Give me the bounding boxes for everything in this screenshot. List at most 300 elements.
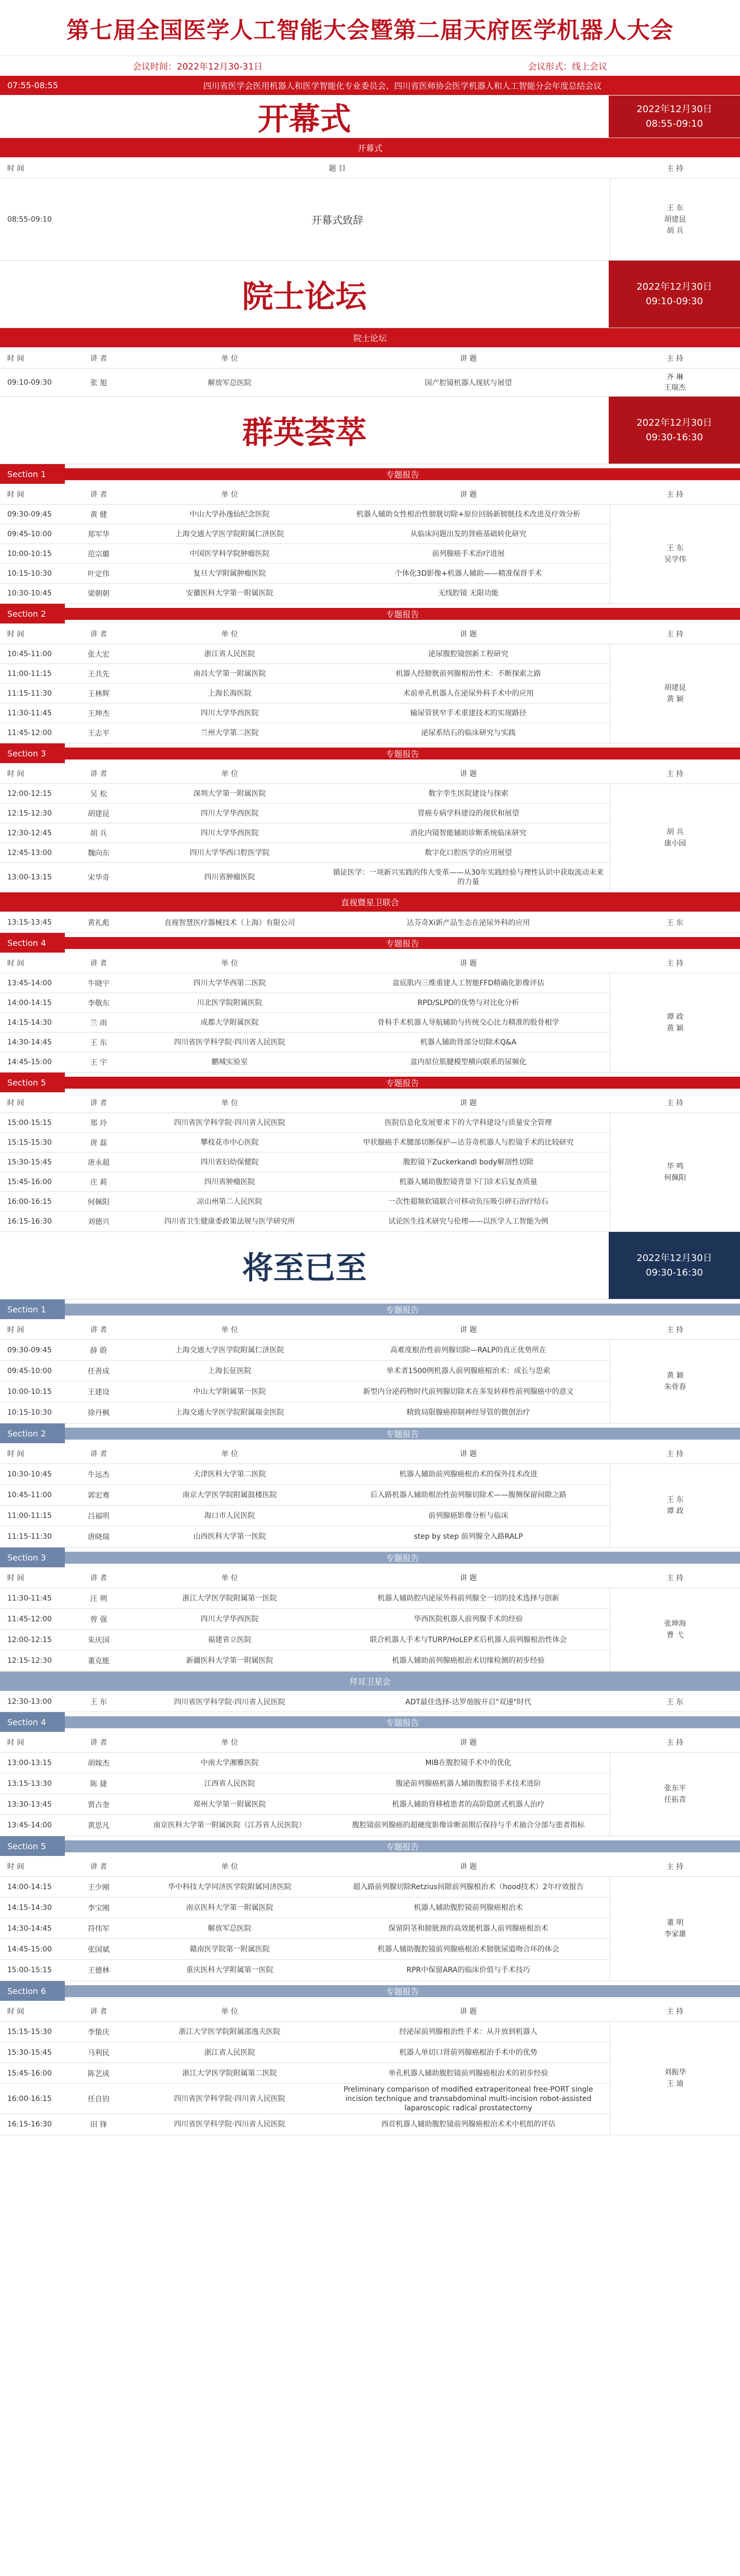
- row-time: 14:00-14:15: [7, 998, 52, 1007]
- row-time: 10:15-10:30: [7, 1408, 52, 1417]
- section-hosts: [610, 973, 740, 1072]
- row-speaker: 曾 强: [90, 1615, 107, 1624]
- row-speaker: 王 东: [90, 1038, 107, 1047]
- table-row: [0, 1609, 610, 1630]
- meeting-meta: [0, 56, 740, 76]
- row-speaker: 王建设: [88, 1388, 109, 1397]
- section-header: [0, 464, 740, 484]
- section-body: [0, 1340, 740, 1423]
- row-talk: 后入路机器人辅助根治性前列腺切除术——腹侧保留间隙之路: [370, 1490, 567, 1499]
- section-host: 胡 兵: [666, 828, 684, 836]
- row-talk: 消化内镜智能辅助诊断系统临床研究: [410, 829, 527, 837]
- section-host: 吴学伟: [664, 555, 686, 564]
- row-unit: 新疆医科大学第一附属医院: [186, 1657, 273, 1665]
- row-speaker: 王志平: [88, 729, 109, 738]
- annual-meeting-text: 四川省医学会医用机器人和医学智能化专业委员会、四川省医师协会医学机器人和人工智能分会年度总结会议: [203, 81, 602, 91]
- row-talk: 西首机器人辅助腹腔镜前列腺癌根治术术中机组的评估: [381, 2120, 556, 2128]
- col-unit: 单 位: [221, 769, 238, 778]
- col-talk: 讲 题: [460, 1738, 477, 1747]
- row-unit: 华中科技大学同济医学院附属同济医院: [168, 1882, 292, 1891]
- row-talk: 甲状腺癌手术腰部切断保护—达芬奇机器人与腔镜手术的比较研究: [363, 1138, 574, 1147]
- table-row: [0, 1381, 610, 1402]
- table-row: [0, 1113, 610, 1133]
- opening-host: 王 东: [666, 204, 684, 212]
- qunying-sections-a: [0, 464, 740, 892]
- row-speaker: 胡 兵: [90, 829, 107, 838]
- table-row: [0, 644, 610, 664]
- opening-hero: [0, 96, 740, 138]
- row-talk: 机器人辅助腹腔镜背景下门诊术后复查质量: [399, 1177, 538, 1186]
- row-time: 11:15-11:30: [7, 689, 52, 698]
- row-speaker: 王林辉: [88, 689, 109, 698]
- qunying-hero: [0, 397, 740, 464]
- section-host: 张坤海: [664, 1620, 686, 1628]
- row-speaker: 徐丹枫: [88, 1409, 109, 1417]
- row-speaker: 贾占奎: [88, 1800, 109, 1809]
- row-speaker: 汪 朔: [90, 1594, 107, 1603]
- row-time: 16:00-16:15: [7, 2094, 52, 2103]
- row-talk: 超入路前列腺切除Retzius间隙前列腺根治术（hood技术）2年疗效报告: [353, 1882, 584, 1891]
- col-talk: 讲 题: [460, 1325, 477, 1334]
- col-host: 主 持: [666, 1862, 683, 1871]
- row-speaker: 田 锋: [90, 2121, 107, 2129]
- row-speaker: 任善成: [88, 1367, 109, 1376]
- row-talk: 高难度根治性前列腺切除—RALP的真正优势所在: [390, 1346, 546, 1354]
- section-header: [0, 604, 740, 623]
- table-row: [0, 1897, 610, 1918]
- row-unit: 成都大学附属医院: [200, 1018, 259, 1027]
- row-time: 13:00-13:15: [7, 873, 52, 882]
- col-unit: 单 位: [221, 1738, 238, 1747]
- row-talk: 前列腺癌影像分析与临床: [428, 1511, 509, 1520]
- row-time: 16:15-16:30: [7, 1217, 52, 1226]
- opening-bar-label: 开幕式: [357, 143, 382, 153]
- row-unit: 深圳大学第一附属医院: [193, 789, 266, 798]
- row-speaker: 王坤杰: [88, 709, 109, 718]
- jiangzhi-date: [609, 1232, 740, 1299]
- qunying-date: [609, 397, 740, 464]
- row-unit: 海口市人民医院: [204, 1511, 255, 1520]
- table-row: [0, 2114, 610, 2135]
- section-table-head: [0, 484, 740, 505]
- row-time: 14:45-15:00: [7, 1058, 52, 1066]
- row-time: 15:00-15:15: [7, 1118, 52, 1127]
- qunying-sections-b: [0, 933, 740, 1232]
- lunch2-host: 王 东: [666, 1698, 683, 1706]
- table-row: [0, 1464, 610, 1485]
- row-time: 13:45-14:00: [7, 1821, 52, 1829]
- row-talk: 机器人单切口肾前列腺癌根治手术中的优势: [399, 2048, 538, 2057]
- section-hosts: [610, 784, 740, 892]
- table-row: [0, 843, 610, 863]
- row-time: 11:30-11:45: [7, 709, 52, 717]
- col-talk: 讲 题: [460, 2007, 477, 2016]
- table-row: [0, 1960, 610, 1981]
- row-talk: 泌尿系结石的临床研究与实践: [421, 729, 516, 737]
- row-time: 15:15-15:30: [7, 1138, 52, 1147]
- section-label: Section 5: [0, 1836, 65, 1856]
- row-unit: 中国医学科学院肿瘤医院: [189, 549, 270, 558]
- row-speaker: 任自钧: [88, 2095, 109, 2104]
- row-speaker: 王少刚: [88, 1883, 109, 1892]
- section-host: 黄 颖: [666, 1024, 684, 1033]
- jiangzhi-hero: [0, 1232, 740, 1299]
- page-header: [0, 0, 740, 56]
- row-speaker: 唐 磊: [90, 1138, 107, 1147]
- col-unit: 单 位: [221, 1099, 238, 1107]
- table-row: [0, 1773, 610, 1794]
- row-speaker: 魏向东: [88, 849, 109, 858]
- row-speaker: 梁朝朝: [88, 590, 109, 598]
- opening-table-head: [0, 158, 740, 179]
- section-host: 任拓青: [664, 1796, 686, 1804]
- section-host: 康小园: [664, 839, 686, 848]
- section-label: Section 2: [0, 604, 65, 623]
- row-time: 11:45-12:00: [7, 1615, 52, 1623]
- row-time: 10:15-10:30: [7, 569, 52, 578]
- row-unit: 川北医学院附属医院: [197, 998, 263, 1007]
- page-title: 第七届全国医学人工智能大会暨第二届天府医学机器人大会: [66, 17, 674, 44]
- table-row: [0, 584, 610, 603]
- col-time: 时 间: [7, 1738, 24, 1747]
- section-body: [0, 1753, 740, 1836]
- section-header: [0, 743, 740, 763]
- row-time: 12:45-13:00: [7, 848, 52, 857]
- row-unit: 复旦大学附属肿瘤医院: [193, 569, 266, 578]
- section-hosts: [610, 1877, 740, 1981]
- section-table-head: [0, 1319, 740, 1340]
- section-label: Section 4: [0, 933, 65, 953]
- row-speaker: 叶定伟: [88, 570, 109, 578]
- col-time: 时 间: [7, 354, 24, 363]
- col-host: 主 持: [666, 490, 683, 499]
- row-time: 15:00-15:15: [7, 1966, 52, 1974]
- section-host: 刘振华: [664, 2068, 686, 2077]
- section-report-label: 专题报告: [65, 1985, 740, 1997]
- qunying-date-time: 09:30-16:30: [646, 431, 703, 443]
- row-speaker: 董克能: [88, 1657, 109, 1665]
- row-talk: Preliminary comparison of modified extraperitoneal free-PORT single incision technique and transabdominal multi-incision robot-assisted laparoscopic radical prostatectomy: [344, 2085, 593, 2112]
- col-unit: 单 位: [221, 490, 238, 499]
- section-host: 黄 颖: [666, 695, 684, 703]
- col-unit: 单 位: [221, 959, 238, 968]
- qunying-date-day: 2022年12月30日: [636, 417, 712, 428]
- row-speaker: 薛 蔚: [90, 1346, 107, 1355]
- table-row: [0, 1340, 610, 1361]
- col-host: 主 持: [666, 1449, 683, 1458]
- section-rows: [0, 1340, 610, 1423]
- section-report-label: 专题报告: [65, 1840, 740, 1852]
- col-speaker: 讲 者: [90, 1449, 107, 1458]
- section-rows: [0, 1877, 610, 1981]
- opening-row: [0, 179, 740, 261]
- row-talk: 华西医院机器人前列腺手术的经验: [414, 1615, 523, 1623]
- section-rows: [0, 1588, 610, 1671]
- table-row: [0, 1877, 610, 1897]
- row-unit: 山西医科大学第一医院: [193, 1533, 266, 1541]
- table-row: [0, 1052, 610, 1072]
- section-body: [0, 1464, 740, 1548]
- row-speaker: 吴 松: [90, 790, 107, 798]
- row-talk: 一次性超频软镜联合可移动负压吸引碎石治疗结石: [388, 1197, 549, 1206]
- section-header: [0, 933, 740, 953]
- row-talk: 胃癌专病学科建设的现状和展望: [417, 809, 519, 818]
- section-host: 李家雄: [664, 1930, 686, 1938]
- row-speaker: 李宝刚: [88, 1904, 109, 1913]
- section-hosts: [610, 1113, 740, 1231]
- academician-bar-label: 院士论坛: [353, 333, 387, 343]
- row-time: 14:15-14:30: [7, 1018, 52, 1027]
- row-speaker: 王 宇: [90, 1059, 107, 1067]
- row-unit: 解放军总医院: [208, 1924, 252, 1933]
- col-talk: 讲 题: [460, 630, 477, 639]
- row-unit: 上海长征医院: [208, 1366, 252, 1375]
- table-row: [0, 993, 610, 1013]
- section-rows: [0, 973, 610, 1072]
- row-talk: 从临床问题出发的肾癌基础转化研究: [410, 530, 527, 538]
- row-unit: 凉山州第二人民医院: [197, 1197, 263, 1206]
- row-talk: 腹腔镜前列腺癌的超硬度影像诊断前期后保持与手术抽合分部与患者指标: [352, 1821, 585, 1829]
- col-time: 时 间: [7, 1862, 24, 1871]
- row-speaker: 唐晓瑞: [88, 1533, 109, 1541]
- section-rows: [0, 1113, 610, 1231]
- row-time: 09:45-10:00: [7, 530, 52, 538]
- row-speaker: 张大宏: [88, 650, 109, 659]
- table-row: [0, 564, 610, 584]
- row-unit: 浙江省人民医院: [204, 649, 255, 658]
- section-host: 何佩阳: [664, 1174, 686, 1182]
- col-time: 时 间: [7, 630, 24, 639]
- row-talk: 医院信息化发展要求下的大学科建设与质量安全管理: [385, 1118, 552, 1127]
- section-rows: [0, 644, 610, 743]
- row-time: 12:00-12:15: [7, 789, 52, 798]
- row-speaker: 牛远杰: [88, 1470, 109, 1479]
- col-talk: 讲 题: [460, 354, 477, 363]
- table-row: [0, 2063, 610, 2084]
- lunch2-bar: [0, 1672, 740, 1691]
- row-unit: 上海交通大学医学院附属瑞金医院: [175, 1408, 284, 1417]
- col-talk: 讲 题: [460, 1449, 477, 1458]
- row-time: 12:15-12:30: [7, 809, 52, 818]
- section-header: [0, 1073, 740, 1092]
- academician-unit: 解放军总医院: [208, 378, 252, 387]
- academician-hosts: [610, 372, 740, 393]
- table-row: [0, 2022, 610, 2042]
- lunch2-speaker: 王 东: [90, 1698, 107, 1706]
- row-talk: 新型内分泌药物时代前列腺切除术在多发转移性前列腺癌中的意义: [363, 1387, 574, 1396]
- section-label: Section 5: [0, 1073, 65, 1092]
- lunch1-speaker: 黄礼彪: [88, 918, 109, 927]
- row-speaker: 马利民: [88, 2049, 109, 2057]
- opening-host: 胡建昆: [664, 215, 686, 224]
- table-row: [0, 1939, 610, 1960]
- col-talk: 讲 题: [460, 1574, 477, 1582]
- row-unit: 四川省卫生健康委政策法规与医学研究所: [164, 1217, 295, 1226]
- section-body: [0, 505, 740, 604]
- table-row: [0, 544, 610, 564]
- row-talk: 骨科手术机器人导航辅助与传统交心比力精准的股骨相学: [377, 1018, 559, 1027]
- row-unit: 中南大学湘雅医院: [200, 1758, 259, 1767]
- row-speaker: 庄 莉: [90, 1178, 107, 1187]
- row-speaker: 吕福明: [88, 1512, 109, 1521]
- section-label: Section 6: [0, 1981, 65, 2001]
- row-speaker: 胡建昆: [88, 809, 109, 818]
- col-unit: 单 位: [221, 1325, 238, 1334]
- col-speaker: 讲 者: [90, 1099, 107, 1107]
- row-time: 11:15-11:30: [7, 1533, 52, 1541]
- col-host: 主 持: [666, 959, 683, 968]
- opening-time: 08:55-09:10: [7, 215, 52, 224]
- row-talk: RPD/SLPD的优势与对比化分析: [417, 998, 519, 1007]
- section-hosts: [610, 1340, 740, 1423]
- lunch2-bar-label: 拜耳卫星会: [349, 1677, 391, 1687]
- lunch2-time: 12:30-13:00: [7, 1697, 52, 1706]
- row-talk: 单术者1500例机器人前列腺癌根治术：成长与思索: [386, 1366, 551, 1375]
- table-row: [0, 1212, 610, 1231]
- row-talk: 机器人辅助腔内泌尿外科前列腺全一切的技术选择与创新: [377, 1594, 559, 1603]
- col-unit: 单 位: [221, 1862, 238, 1871]
- col-time: 时 间: [7, 164, 24, 173]
- section-label: Section 1: [0, 464, 65, 484]
- section-body: [0, 973, 740, 1073]
- row-talk: 经泌尿前列腺根治性手术：从开放到机器人: [399, 2027, 538, 2036]
- col-unit: 单 位: [221, 354, 238, 363]
- section-rows: [0, 1753, 610, 1836]
- row-time: 10:45-11:00: [7, 1490, 52, 1499]
- col-time: 时 间: [7, 1574, 24, 1582]
- row-speaker: 李敬东: [88, 999, 109, 1008]
- academician-date-day: 2022年12月30日: [636, 281, 712, 292]
- col-host: 主 持: [666, 354, 683, 363]
- section-host: 胡建昆: [664, 684, 686, 692]
- row-speaker: 王共先: [88, 670, 109, 679]
- table-row: [0, 1192, 610, 1212]
- opening-date-time: 08:55-09:10: [646, 118, 703, 129]
- row-unit: 赣南医学院第一附属医院: [189, 1945, 270, 1954]
- row-time: 12:15-12:30: [7, 1657, 52, 1665]
- row-time: 14:30-14:45: [7, 1924, 52, 1933]
- row-talk: 精致局限腺癌抑制神经导管的微创治疗: [406, 1408, 530, 1417]
- col-host: 主 持: [666, 164, 683, 173]
- lunch1-bar-label: 直视暨星卫联合: [340, 898, 399, 907]
- row-unit: 四川省医学科学院·四川省人民医院: [174, 2094, 285, 2103]
- qunying-title: 群英荟萃: [242, 414, 367, 451]
- row-speaker: 唐永超: [88, 1158, 109, 1167]
- row-talk: 腹泌前列腺癌机器人辅助腹腔镜手术技术进阶: [395, 1779, 541, 1788]
- table-row: [0, 1526, 610, 1547]
- col-talk: 讲 题: [460, 1099, 477, 1107]
- row-unit: 江西省人民医院: [204, 1779, 255, 1788]
- section-hosts: [610, 1464, 740, 1547]
- table-row: [0, 703, 610, 723]
- section-report-label: 专题报告: [65, 468, 740, 480]
- section-report-label: 专题报告: [65, 937, 740, 949]
- row-time: 11:30-11:45: [7, 1594, 52, 1603]
- row-talk: 无线腔镜 无限功能: [438, 589, 499, 598]
- row-time: 11:00-11:15: [7, 669, 52, 678]
- lunch1-bar: [0, 892, 740, 912]
- col-speaker: 讲 者: [90, 490, 107, 499]
- opening-host: 胡 兵: [666, 226, 684, 235]
- col-time: 时 间: [7, 1099, 24, 1107]
- row-talk: 机器人辅助腹腔镜前列腺癌根治术: [414, 1903, 523, 1912]
- table-row: [0, 1588, 610, 1609]
- table-row: [0, 1153, 610, 1172]
- lunch1-talk: 达芬奇Xi新产品生态在泌尿外科的应用: [406, 918, 530, 927]
- row-talk: 前列腺癌手术治疗进展: [432, 549, 505, 558]
- row-speaker: 郭宏骞: [88, 1491, 109, 1500]
- row-talk: 机器人辅助腹腔镜前列腺癌根治术膀胱尿道吻合环的体会: [377, 1945, 559, 1954]
- row-unit: 鹏城实验室: [211, 1058, 248, 1066]
- row-time: 10:30-10:45: [7, 1470, 52, 1479]
- table-row: [0, 2084, 610, 2114]
- row-unit: 四川省肿瘤医院: [204, 1177, 255, 1186]
- row-time: 16:00-16:15: [7, 1197, 52, 1206]
- academician-row: [0, 369, 740, 397]
- section-label: Section 4: [0, 1712, 65, 1732]
- row-unit: 上海交通大学医学院附属仁济医院: [175, 1346, 284, 1354]
- table-row: [0, 1485, 610, 1506]
- academician-date-time: 09:10-09:30: [646, 295, 703, 307]
- col-host: 主 持: [666, 1099, 683, 1107]
- table-row: [0, 684, 610, 703]
- row-talk: 循证医学：一项新兴实践的伟大变革——从30年实践经验与理性认识中获取流动未来的力量: [333, 869, 604, 886]
- section-table-head: [0, 2001, 740, 2022]
- row-speaker: 黄思凡: [88, 1822, 109, 1830]
- row-unit: 浙江大学医学院附属邵逸夫医院: [179, 2027, 281, 2036]
- section-host: 王 东: [666, 544, 684, 552]
- row-talk: 个体化3D影像+机器人辅助——精准保肾手术: [394, 569, 542, 578]
- table-row: [0, 1918, 610, 1939]
- table-row: [0, 1650, 610, 1671]
- row-unit: 浙江大学医学院附属第二医院: [182, 2069, 277, 2078]
- row-talk: 数字化口腔医学的应用展望: [424, 848, 512, 857]
- section-host: 谭 政: [666, 1507, 684, 1515]
- table-row: [0, 1133, 610, 1153]
- section-table-head: [0, 953, 740, 973]
- row-unit: 南京大学医学院附属鼓楼医院: [182, 1490, 277, 1499]
- row-unit: 浙江省人民医院: [204, 2048, 255, 2057]
- col-topic: 题 目: [328, 164, 346, 173]
- col-time: 时 间: [7, 769, 24, 778]
- row-talk: MIB在腹腔镜手术中的优化: [425, 1758, 512, 1767]
- lunch1-host: 王 东: [666, 918, 683, 927]
- table-row: [0, 1630, 610, 1650]
- table-row: [0, 1402, 610, 1423]
- row-unit: 天津医科大学第二医院: [193, 1470, 266, 1479]
- section-report-label: 专题报告: [65, 608, 740, 620]
- section-header: [0, 1981, 740, 2001]
- row-talk: step by step 前列腺全入路RALP: [414, 1533, 523, 1541]
- row-speaker: 王德林: [88, 1967, 109, 1975]
- row-talk: 机器人辅助女性根治性膀胱切除+原位回肠新膀胱技术改进及疗效分析: [356, 510, 581, 519]
- section-rows: [0, 1464, 610, 1547]
- lunch1-time: 13:15-13:45: [7, 918, 52, 927]
- col-time: 时 间: [7, 1449, 24, 1458]
- row-unit: 南昌大学第一附属医院: [193, 669, 266, 678]
- row-unit: 四川省医学科学院·四川省人民医院: [174, 2120, 285, 2128]
- opening-date: [609, 96, 740, 138]
- opening-topic: 开幕式致辞: [311, 214, 363, 226]
- opening-title: 开幕式: [257, 101, 351, 138]
- section-hosts: [610, 505, 740, 603]
- row-time: 13:45-14:00: [7, 979, 52, 987]
- row-unit: 南京医科大学第一附属医院: [186, 1903, 273, 1912]
- row-unit: 四川省妇幼保健院: [200, 1158, 259, 1167]
- row-unit: 上海长海医院: [208, 689, 252, 698]
- row-time: 14:45-15:00: [7, 1945, 52, 1954]
- opening-hosts: [610, 179, 740, 260]
